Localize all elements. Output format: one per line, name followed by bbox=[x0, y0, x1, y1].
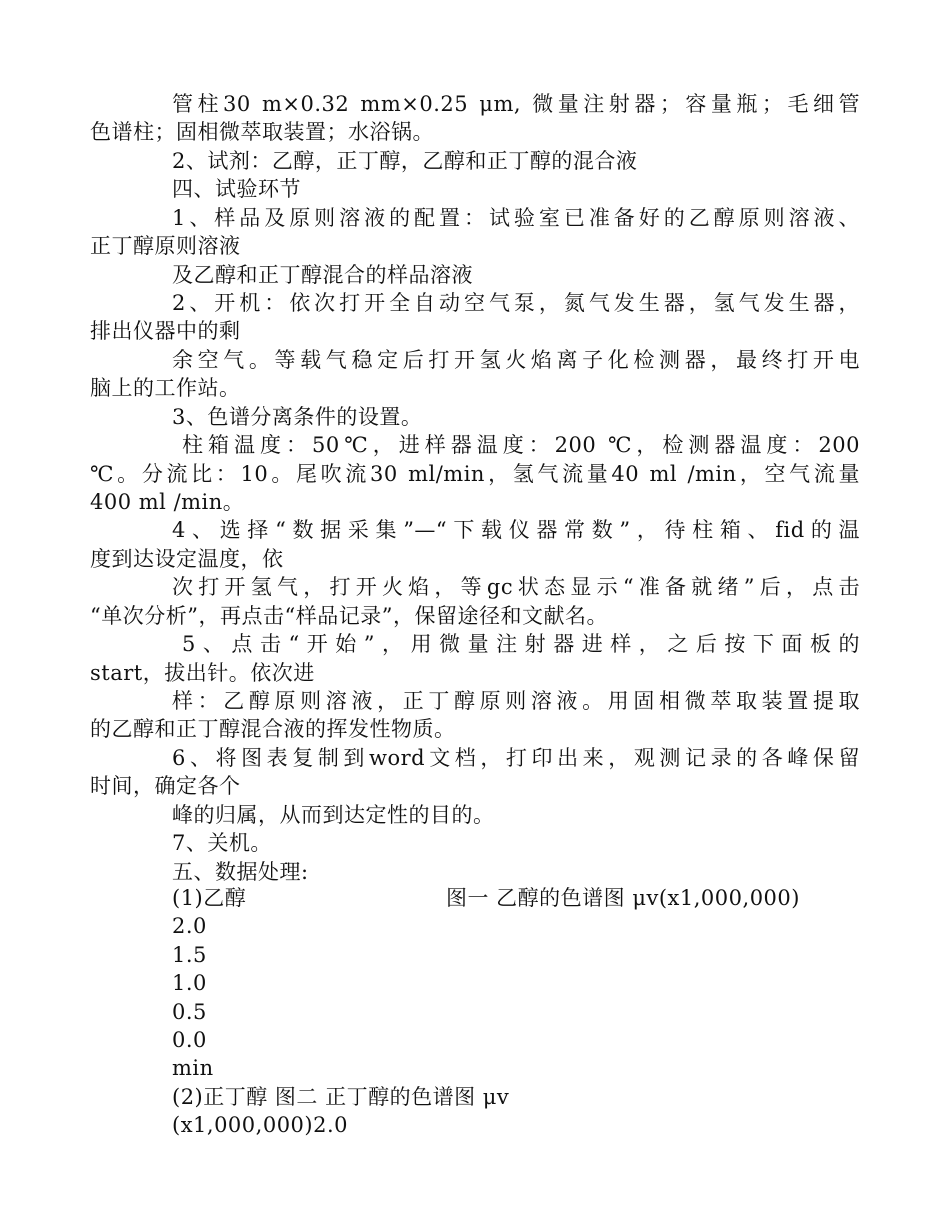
text-line: 2、开机：依次打开全自动空气泵，氮气发生器，氢气发生器， bbox=[172, 291, 860, 315]
text-line: 次打开氢气，打开火焰，等gc状态显示“准备就绪”后，点击 bbox=[172, 575, 860, 599]
text-line: 峰的归属，从而到达定性的目的。 bbox=[172, 803, 495, 827]
text-line: 及乙醇和正丁醇混合的样品溶液 bbox=[172, 263, 473, 287]
text-line: 余空气。等载气稳定后打开氢火焰离子化检测器，最终打开电 bbox=[172, 348, 860, 372]
text-line: 2、试剂：乙醇，正丁醇，乙醇和正丁醇的混合液 bbox=[172, 149, 638, 173]
text-line: start，拔出针。依次进 bbox=[90, 661, 315, 685]
text-line: 1、样品及原则溶液的配置：试验室已准备好的乙醇原则溶液、 bbox=[172, 206, 860, 230]
text-line: 时间，确定各个 bbox=[90, 774, 241, 798]
axis-tick-label: (x1,000,000)2.0 bbox=[172, 1113, 349, 1137]
text-line: 正丁醇原则溶液 bbox=[90, 234, 241, 258]
text-line: 脑上的工作站。 bbox=[90, 376, 241, 400]
subsection-label: (1)乙醇 bbox=[172, 886, 247, 910]
text-line: 色谱柱；固相微萃取装置；水浴锅。 bbox=[90, 120, 434, 144]
axis-unit-label: min bbox=[172, 1056, 214, 1080]
text-line: “单次分析”，再点击“样品记录”，保留途径和文献名。 bbox=[90, 604, 608, 628]
text-line: 度到达设定温度，依 bbox=[90, 547, 284, 571]
section-heading: 四、试验环节 bbox=[172, 177, 301, 201]
text-line: 5、点击“开始”，用微量注射器进样，之后按下面板的 bbox=[182, 632, 860, 656]
axis-tick-label: 0.5 bbox=[172, 1000, 207, 1024]
text-line: 的乙醇和正丁醇混合液的挥发性物质。 bbox=[90, 717, 456, 741]
text-line: 4、选择“数据采集”—“下载仪器常数”，待柱箱、fid的温 bbox=[172, 518, 860, 542]
text-line: 6、将图表复制到word文档，打印出来，观测记录的各峰保留 bbox=[172, 746, 860, 770]
subsection-label: (2)正丁醇 图二 正丁醇的色谱图 μv bbox=[172, 1085, 510, 1109]
section-heading: 五、数据处理: bbox=[172, 860, 309, 884]
text-line: 样：乙醇原则溶液，正丁醇原则溶液。用固相微萃取装置提取 bbox=[172, 689, 860, 713]
axis-tick-label: 2.0 bbox=[172, 914, 207, 938]
text-line: ℃。分流比：10。尾吹流30 ml/min，氢气流量40 ml /min，空气流量 bbox=[90, 462, 860, 486]
figure-1-title: 图一 乙醇的色谱图 μv(x1,000,000) bbox=[446, 886, 800, 910]
text-line: 3、色谱分离条件的设置。 bbox=[172, 405, 423, 429]
text-line: 7、关机。 bbox=[172, 831, 272, 855]
text-line: 管柱30 m×0.32 mm×0.25 μm, 微量注射器；容量瓶；毛细管 bbox=[172, 92, 860, 116]
text-line: 排出仪器中的剩 bbox=[90, 319, 241, 343]
text-line: 柱箱温度：50℃，进样器温度：200 ℃，检测器温度：200 bbox=[182, 433, 860, 457]
text-line: 400 ml /min。 bbox=[90, 490, 245, 514]
axis-tick-label: 0.0 bbox=[172, 1028, 207, 1052]
axis-tick-label: 1.5 bbox=[172, 943, 207, 967]
axis-tick-label: 1.0 bbox=[172, 971, 207, 995]
